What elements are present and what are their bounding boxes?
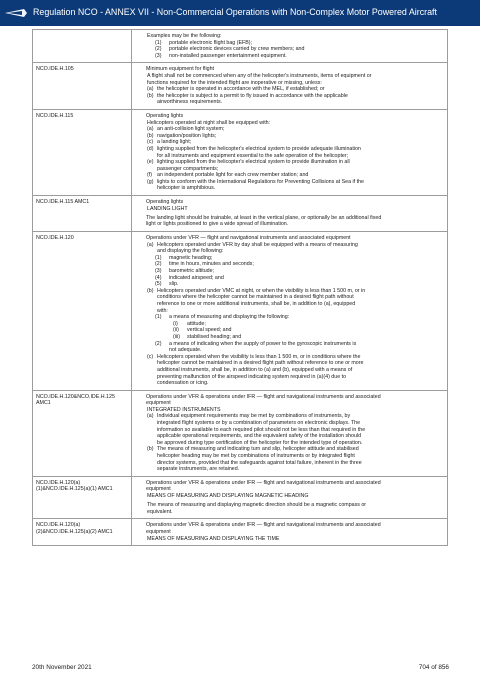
text-line bbox=[147, 261, 443, 268]
line-text: airworthiness requirements. bbox=[157, 99, 223, 106]
line-text: Operations under VFR & operations under IFR — flight and navigational instruments and associated bbox=[146, 479, 381, 486]
list-marker: (5) bbox=[155, 281, 162, 288]
text-line bbox=[147, 453, 443, 460]
text-line bbox=[147, 166, 443, 173]
text-line bbox=[147, 33, 443, 40]
text-line bbox=[147, 509, 443, 516]
line-text: barometric altitude; bbox=[169, 268, 215, 274]
line-text: a means of measuring and displaying the following: bbox=[169, 314, 290, 321]
text-line bbox=[147, 80, 443, 87]
list-marker: (c) bbox=[147, 139, 154, 146]
text-line bbox=[147, 133, 443, 140]
list-marker: (e) bbox=[147, 159, 154, 166]
text-line bbox=[146, 529, 443, 536]
line-text: magnetic heading; bbox=[169, 254, 213, 261]
line-text: The means of measuring and indicating turn and slip, helicopter attitude and stabilised bbox=[157, 446, 359, 453]
list-marker: (a) bbox=[147, 241, 154, 248]
text-line bbox=[147, 206, 443, 213]
line-text: equipment bbox=[146, 528, 171, 535]
text-line bbox=[146, 522, 443, 529]
table-row bbox=[32, 391, 448, 477]
list-marker: (3) bbox=[155, 52, 162, 59]
line-text: be approved during type certification of the helicopter for the intended type of operation. bbox=[157, 439, 363, 446]
line-text: equivalent. bbox=[147, 508, 173, 515]
list-marker: (2) bbox=[155, 46, 162, 53]
text-line bbox=[147, 99, 443, 106]
text-line bbox=[146, 394, 443, 401]
text-line bbox=[147, 40, 443, 47]
text-line bbox=[147, 367, 443, 374]
text-line bbox=[147, 255, 443, 262]
line-text: a landing light; bbox=[157, 139, 192, 146]
list-marker: (4) bbox=[155, 274, 162, 281]
reference-cell: NCO.IDE.H.115 AMC1 bbox=[32, 196, 132, 231]
text-line bbox=[147, 407, 443, 414]
reference-cell: NCO.IDE.H.105 bbox=[32, 63, 132, 109]
text-line bbox=[147, 242, 443, 249]
content-cell bbox=[132, 30, 448, 62]
text-line bbox=[147, 46, 443, 53]
line-text: The means of measuring and displaying magnetic direction should be a magnetic compass or bbox=[147, 502, 367, 509]
content-cell bbox=[132, 63, 448, 109]
list-marker: (2) bbox=[155, 261, 162, 268]
line-text: an independent portable light for each crew member station; and bbox=[157, 172, 309, 179]
line-text: preventing malfunction of the airspeed indicating system required in (a)(4) due to bbox=[157, 373, 347, 380]
text-line bbox=[146, 221, 443, 228]
text-line bbox=[146, 400, 443, 407]
text-line bbox=[147, 493, 443, 500]
reference-cell: NCO.IDE.H.115 bbox=[32, 110, 132, 195]
line-text: MEANS OF MEASURING AND DISPLAYING THE TIME bbox=[147, 535, 280, 542]
text-line bbox=[147, 380, 443, 387]
text-line bbox=[147, 139, 443, 146]
text-line bbox=[147, 93, 443, 100]
page-header bbox=[0, 0, 480, 26]
line-text: condensation or icing. bbox=[157, 380, 209, 387]
line-text: the helicopter is operated in accordance with the MEL, if established; or bbox=[157, 86, 325, 93]
line-text: separate instruments, are retained. bbox=[157, 466, 240, 473]
list-marker: (g) bbox=[147, 178, 154, 185]
text-line bbox=[147, 440, 443, 447]
text-line bbox=[147, 502, 443, 509]
list-marker: (b) bbox=[147, 287, 154, 294]
header-title: Regulation NCO - ANNEX VII - Non-Commercial Operations with Non-Complex Motor Powered Aircraft bbox=[33, 7, 437, 17]
list-marker: (b) bbox=[147, 92, 154, 99]
line-text: navigation/position lights; bbox=[157, 132, 217, 139]
text-line bbox=[147, 327, 443, 334]
text-line bbox=[147, 308, 443, 315]
line-text: light or lights positioned to give a wide spread of illumination. bbox=[146, 221, 289, 228]
line-text: information so available to each required pilot should not be less than that required in the bbox=[157, 426, 366, 433]
text-line bbox=[147, 275, 443, 282]
text-line bbox=[147, 334, 443, 341]
line-text: for all instruments and equipment essential to the safe operation of the helicopter; bbox=[157, 152, 349, 159]
line-text: conditions where the helicopter cannot be maintained in a desired flight path without bbox=[157, 294, 354, 301]
reference-cell: NCO.IDE.H.120 bbox=[32, 232, 132, 390]
line-text: MEANS OF MEASURING AND DISPLAYING MAGNETIC HEADING bbox=[147, 493, 309, 499]
line-text: Examples may be the following: bbox=[147, 33, 222, 39]
text-line bbox=[147, 536, 443, 543]
text-line bbox=[147, 321, 443, 328]
footer-page-number: 704 of 856 bbox=[418, 664, 449, 671]
list-marker: (a) bbox=[147, 86, 154, 93]
table-row bbox=[32, 232, 448, 391]
line-text: Operating lights bbox=[146, 112, 184, 119]
text-line bbox=[147, 159, 443, 166]
line-text: passenger compartments; bbox=[157, 165, 219, 172]
list-marker: (d) bbox=[147, 145, 154, 152]
text-line bbox=[147, 360, 443, 367]
line-text: reference to one or more additional instruments, shall be, in addition to (a), equipped bbox=[157, 300, 356, 307]
line-text: A flight shall not be commenced when any of the helicopter's instruments, items of equipment or bbox=[147, 72, 372, 79]
line-text: a means of indicating when the supply of power to the gyroscopic instruments is bbox=[169, 340, 357, 347]
text-line bbox=[147, 466, 443, 473]
line-text: LANDING LIGHT bbox=[147, 205, 188, 212]
table-row bbox=[32, 110, 448, 196]
line-text: an anti-collision light system; bbox=[157, 126, 225, 133]
text-line bbox=[147, 347, 443, 354]
text-line bbox=[147, 268, 443, 275]
list-marker: (b) bbox=[147, 446, 154, 453]
content-cell bbox=[132, 232, 448, 390]
list-marker: (b) bbox=[147, 132, 154, 139]
list-marker: (2) bbox=[155, 340, 162, 347]
line-text: time in hours, minutes and seconds; bbox=[169, 261, 254, 268]
line-text: Operations under VFR — flight and navigational instruments and associated equipment bbox=[146, 235, 351, 242]
list-marker: (1) bbox=[155, 254, 162, 261]
table-row bbox=[32, 63, 448, 110]
list-marker: (a) bbox=[147, 126, 154, 133]
table-row bbox=[32, 477, 448, 520]
text-line bbox=[147, 248, 443, 255]
text-line bbox=[146, 235, 443, 242]
content-cell bbox=[132, 519, 448, 545]
text-line bbox=[147, 341, 443, 348]
line-text: non-installed passenger entertainment equipment. bbox=[169, 52, 287, 59]
line-text: director systems, provided that the safeguards against total failure, inherent in the three bbox=[157, 459, 362, 466]
list-marker: (a) bbox=[147, 413, 154, 420]
easa-logo-icon bbox=[4, 6, 28, 20]
text-line bbox=[147, 146, 443, 153]
reference-cell bbox=[32, 30, 132, 62]
list-marker: (i) bbox=[173, 320, 178, 327]
line-text: indicated airspeed; and bbox=[169, 274, 224, 281]
line-text: functions required for the intended flight are inoperative or missing, unless: bbox=[147, 79, 322, 86]
line-text: Helicopters operated under VFR by day shall be equipped with a means of measuring bbox=[157, 241, 358, 248]
line-text: and displaying the following: bbox=[157, 248, 224, 255]
line-text: vertical speed; and bbox=[187, 327, 232, 334]
line-text: Individual equipment requirements may be met by combinations of instruments, by bbox=[157, 413, 351, 420]
line-text: Operating lights bbox=[146, 199, 184, 206]
text-line bbox=[147, 374, 443, 381]
text-line bbox=[147, 73, 443, 80]
line-text: helicopter is amphibious. bbox=[157, 185, 216, 192]
text-line bbox=[146, 199, 443, 206]
list-marker: (ii) bbox=[173, 327, 179, 334]
line-text: The landing light should be trainable, at least in the vertical plane, or optionally be an additional fixed bbox=[146, 214, 382, 221]
line-text: portable electronic devices carried by crew members; and bbox=[169, 46, 305, 53]
line-text: helicopter heading may be met by combinations of instruments or by integrated flight bbox=[157, 453, 355, 460]
reference-cell: NCO.IDE.H.120&NCO.IDE.H.125 AMC1 bbox=[32, 391, 132, 476]
text-line bbox=[146, 66, 443, 73]
content-cell bbox=[132, 391, 448, 476]
content-cell bbox=[132, 110, 448, 195]
text-line bbox=[147, 413, 443, 420]
list-marker: (1) bbox=[155, 314, 162, 321]
line-text: the helicopter is subject to a permit to fly issued in accordance with the applicable bbox=[157, 92, 348, 99]
list-marker: (1) bbox=[155, 39, 162, 46]
reference-cell: NCO.IDE.H.120(a)(1)&NCO.IDE.H.125(a)(1) AMC1 bbox=[32, 477, 132, 519]
text-line bbox=[147, 301, 443, 308]
line-text: Operations under VFR & operations under IFR — flight and navigational instruments and associated bbox=[146, 393, 381, 400]
text-line bbox=[146, 113, 443, 120]
line-text: stabilised heading; and bbox=[187, 333, 242, 340]
list-marker: (iii) bbox=[173, 333, 181, 340]
line-text: Helicopters operated at night shall be equipped with: bbox=[147, 119, 271, 126]
line-text: attitude; bbox=[187, 320, 206, 327]
list-marker: (c) bbox=[147, 353, 154, 360]
line-text: helicopter cannot be maintained in a desired flight path without reference to one or more bbox=[157, 360, 364, 367]
text-line bbox=[147, 433, 443, 440]
regulation-table bbox=[32, 29, 448, 546]
line-text: lights to conform with the International Regulations for Preventing Collisions at Sea if the bbox=[157, 178, 364, 185]
line-text: Helicopters operated when the visibility is less than 1 500 m, or in conditions where the bbox=[157, 353, 361, 360]
table-row bbox=[32, 30, 448, 63]
text-line bbox=[147, 281, 443, 288]
text-line bbox=[147, 153, 443, 160]
text-line bbox=[147, 294, 443, 301]
line-text: portable electronic flight bag (EFB); bbox=[169, 39, 253, 46]
text-line bbox=[146, 486, 443, 493]
content-cell bbox=[132, 196, 448, 231]
text-line bbox=[147, 86, 443, 93]
text-line bbox=[147, 460, 443, 467]
line-text: applicable operational requirements, and the equivalent safety of the installation should bbox=[157, 433, 362, 440]
text-line bbox=[147, 120, 443, 127]
line-text: not adequate. bbox=[169, 347, 202, 354]
line-text: lighting supplied from the helicopter's electrical system to provide adequate illumination bbox=[157, 145, 361, 152]
content-cell bbox=[132, 477, 448, 519]
text-line bbox=[147, 288, 443, 295]
line-text: lighting supplied from the helicopter's electrical system to provide illumination in all bbox=[157, 159, 350, 166]
list-marker: (f) bbox=[147, 172, 152, 179]
line-text: Minimum equipment for flight bbox=[146, 66, 215, 73]
list-marker: (3) bbox=[155, 268, 162, 274]
text-line bbox=[146, 480, 443, 487]
text-line bbox=[146, 215, 443, 222]
line-text: slip. bbox=[169, 281, 179, 288]
text-line bbox=[147, 53, 443, 60]
text-line bbox=[147, 427, 443, 434]
line-text: Helicopters operated under VMC at night, or when the visibility is less than 1 500 m, or in bbox=[157, 287, 366, 294]
text-line bbox=[147, 179, 443, 186]
text-line bbox=[147, 354, 443, 361]
footer-date: 20th November 2021 bbox=[32, 664, 92, 671]
table-row bbox=[32, 196, 448, 232]
text-line bbox=[147, 126, 443, 133]
text-line bbox=[147, 185, 443, 192]
text-line bbox=[147, 420, 443, 427]
line-text: additional instruments, shall be, in addition to (a) and (b), equipped with a means of bbox=[157, 366, 353, 373]
text-line bbox=[147, 172, 443, 179]
text-line bbox=[147, 446, 443, 453]
line-text: with: bbox=[157, 307, 168, 314]
line-text: equipment bbox=[146, 400, 171, 407]
line-text: Operations under VFR & operations under IFR — flight and navigational instruments and associated bbox=[146, 522, 381, 529]
line-text: equipment bbox=[146, 486, 171, 493]
line-text: INTEGRATED INSTRUMENTS bbox=[147, 406, 221, 413]
line-text: integrated flight systems or by a combination of parameters on electronic displays. The bbox=[157, 420, 361, 427]
reference-cell: NCO.IDE.H.120(a)(2)&NCO.IDE.H.125(a)(2) AMC1 bbox=[32, 519, 132, 545]
text-line bbox=[147, 314, 443, 321]
table-row bbox=[32, 519, 448, 546]
